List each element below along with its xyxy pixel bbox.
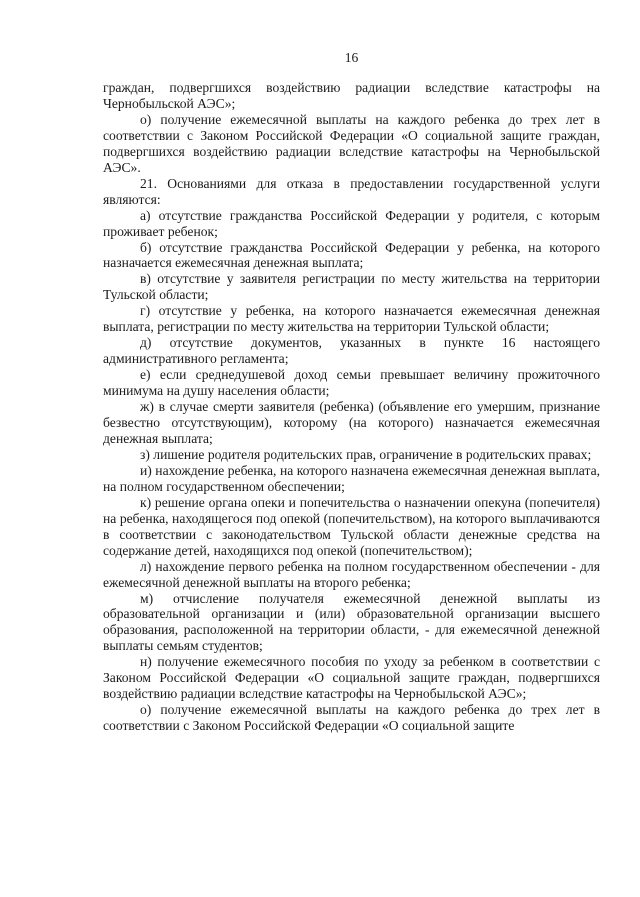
paragraph-item-zh: ж) в случае смерти заявителя (ребенка) (объявление его умершим, признание безвестно отсутствующим), которому (на которого) назначается ежемесячная денежная выплата; bbox=[103, 399, 600, 446]
paragraph-item-b: б) отсутствие гражданства Российской Федерации у ребенка, на которого назначается ежемесячная денежная выплата; bbox=[103, 239, 600, 271]
paragraph-item-d: д) отсутствие документов, указанных в пункте 16 настоящего административного регламента; bbox=[103, 335, 600, 367]
paragraph-item-z: з) лишение родителя родительских прав, ограничение в родительских правах; bbox=[140, 446, 592, 462]
paragraph-21-heading: 21. Основаниями для отказа в предоставлении государственной услуги являются: bbox=[103, 175, 600, 207]
paragraph-item-i: и) нахождение ребенка, на которого назначена ежемесячная денежная выплата, на полном государственном обеспечении; bbox=[103, 462, 600, 494]
paragraph-item-v: в) отсутствие у заявителя регистрации по месту жительства на территории Тульской области; bbox=[103, 271, 600, 303]
paragraph-item-n: н) получение ежемесячного пособия по уходу за ребенком в соответствии с Законом Российской Федерации «О социальной защите граждан, подвергшихся воздействию радиации вследствие катастрофы на Чернобыльской АЭС»; bbox=[103, 654, 600, 702]
paragraph-item-m: м) отчисление получателя ежемесячной денежной выплаты из образовательной организации и (или) образовательной организации высшего образования, расположенной на территории области, - для ежемесячной денежной выплаты семьям студентов; bbox=[103, 590, 600, 654]
paragraph-item-e: е) если среднедушевой доход семьи превышает величину прожиточного минимума на душу населения области; bbox=[103, 367, 600, 399]
paragraph-item-l: л) нахождение первого ребенка на полном государственном обеспечении - для ежемесячной денежной выплаты на второго ребенка; bbox=[103, 558, 600, 590]
paragraph-item-a: а) отсутствие гражданства Российской Федерации у родителя, с которым проживает ребенок; bbox=[103, 207, 600, 239]
document-body bbox=[103, 80, 600, 734]
paragraph-item-o-second: о) получение ежемесячной выплаты на каждого ребенка до трех лет в соответствии с Законом Российской Федерации «О социальной защите bbox=[103, 702, 600, 734]
paragraph-continuation: граждан, подвергшихся воздействию радиации вследствие катастрофы на Чернобыльской АЭС»; bbox=[103, 80, 600, 111]
paragraph-item-k: к) решение органа опеки и попечительства о назначении опекуна (попечителя) на ребенка, находящегося под опекой (попечительством), на которого выплачиваются в соответствии с законодательством Тульской области денежные средства на содержание детей, находящихся под опекой (попечительством); bbox=[103, 494, 600, 558]
paragraph-item-o: о) получение ежемесячной выплаты на каждого ребенка до трех лет в соответствии с Законом Российской Федерации «О социальной защите граждан, подвергшихся воздействию радиации вследствие катастрофы на Чернобыльской АЭС». bbox=[103, 111, 600, 175]
paragraph-item-g: г) отсутствие у ребенка, на которого назначается ежемесячная денежная выплата, регистрации по месту жительства на территории Тульской области; bbox=[103, 303, 600, 335]
page-number: 16 bbox=[344, 50, 359, 65]
